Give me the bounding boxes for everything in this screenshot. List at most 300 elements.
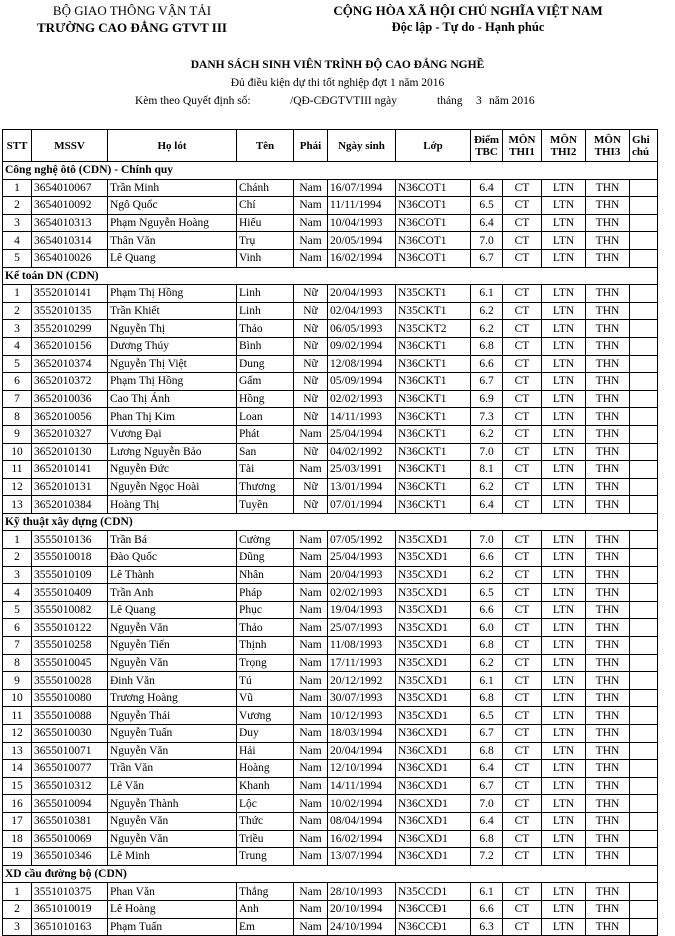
col-ngay-sinh-cell: 25/07/1993: [328, 619, 396, 637]
col-mon-thi3-cell: THN: [586, 760, 630, 778]
col-lop-cell: N36CKT1: [396, 443, 471, 461]
document-title: DANH SÁCH SINH VIÊN TRÌNH ĐỘ CAO ĐẲNG NGHỀ: [190, 59, 485, 71]
col-ho-lot-cell: Lê Văn: [108, 777, 237, 795]
col-lop-cell: N35CKT1: [396, 302, 471, 320]
col-ngay-sinh-cell: 10/02/1994: [328, 795, 396, 813]
col-mon-thi2-header: MÔN THI2: [542, 130, 586, 162]
col-ngay-sinh-cell: 08/04/1994: [328, 812, 396, 830]
col-lop-cell: N35CXD1: [396, 654, 471, 672]
col-mon-thi3-cell: THN: [586, 408, 630, 426]
col-lop-cell: N36CXD1: [396, 848, 471, 866]
col-ten-cell: Trọng: [237, 654, 294, 672]
col-mon-thi1-cell: CT: [503, 900, 542, 918]
col-ten-cell: San: [237, 443, 294, 461]
table-row: [3, 637, 658, 655]
school-name: TRƯỜNG CAO ĐẲNG GTVT III: [37, 20, 227, 35]
col-diem-tbc-cell: 6.1: [471, 883, 503, 901]
col-ghi-chu-cell: [630, 337, 658, 355]
col-phai-cell: Nam: [294, 584, 328, 602]
col-ngay-sinh-cell: 07/05/1992: [328, 531, 396, 549]
col-phai-cell: Nam: [294, 672, 328, 690]
col-ten-cell: Nhân: [237, 566, 294, 584]
col-ho-lot-cell: Nguyễn Văn: [108, 654, 237, 672]
col-ngay-sinh-cell: 04/02/1992: [328, 443, 396, 461]
col-diem-tbc-cell: 6.3: [471, 918, 503, 936]
col-lop-cell: N35CXD1: [396, 619, 471, 637]
col-mssv-cell: 3555010409: [32, 584, 108, 602]
group-title: Kế toán DN (CDN): [3, 267, 658, 285]
col-ngay-sinh-cell: 16/02/1994: [328, 830, 396, 848]
table-row: [3, 355, 658, 373]
group-row: [3, 162, 658, 180]
col-mon-thi1-cell: CT: [503, 777, 542, 795]
col-stt-cell: 8: [3, 408, 32, 426]
table-row: [3, 689, 658, 707]
col-lop-cell: N36COT1: [396, 249, 471, 267]
col-ngay-sinh-cell: 20/12/1992: [328, 672, 396, 690]
col-ho-lot-cell: Phạm Tuấn: [108, 918, 237, 936]
col-mssv-cell: 3654010067: [32, 179, 108, 197]
col-ten-cell: Gấm: [237, 373, 294, 391]
col-diem-tbc-cell: 6.5: [471, 707, 503, 725]
col-phai-cell: Nữ: [294, 496, 328, 514]
col-mon-thi2-cell: LTN: [542, 883, 586, 901]
col-mon-thi2-cell: LTN: [542, 848, 586, 866]
col-mssv-header: MSSV: [32, 130, 108, 162]
col-mon-thi2-cell: LTN: [542, 496, 586, 514]
col-lop-cell: N36CKT1: [396, 478, 471, 496]
col-phai-cell: Nam: [294, 848, 328, 866]
col-mon-thi3-cell: THN: [586, 742, 630, 760]
col-mssv-cell: 3655010077: [32, 760, 108, 778]
col-stt-cell: 12: [3, 478, 32, 496]
col-phai-cell: Nữ: [294, 373, 328, 391]
col-mon-thi3-cell: THN: [586, 302, 630, 320]
col-diem-tbc-cell: 6.2: [471, 425, 503, 443]
col-ho-lot-cell: Lương Nguyễn Bảo: [108, 443, 237, 461]
col-diem-tbc-cell: 6.4: [471, 812, 503, 830]
col-mon-thi1-cell: CT: [503, 337, 542, 355]
col-mon-thi2-cell: LTN: [542, 601, 586, 619]
col-mssv-cell: 3655010030: [32, 725, 108, 743]
col-phai-cell: Nam: [294, 883, 328, 901]
col-ghi-chu-cell: [630, 355, 658, 373]
col-phai-cell: Nam: [294, 214, 328, 232]
col-mon-thi1-cell: CT: [503, 584, 542, 602]
table-row: [3, 566, 658, 584]
group-row: [3, 513, 658, 531]
col-diem-tbc-cell: 6.4: [471, 496, 503, 514]
col-diem-tbc-cell: 8.1: [471, 461, 503, 479]
col-mon-thi2-cell: LTN: [542, 830, 586, 848]
col-mon-thi2-cell: LTN: [542, 900, 586, 918]
col-mon-thi1-cell: CT: [503, 918, 542, 936]
col-ho-lot-cell: Thân Văn: [108, 232, 237, 250]
col-mon-thi3-cell: THN: [586, 900, 630, 918]
col-phai-cell: Nam: [294, 232, 328, 250]
col-mon-thi3-cell: THN: [586, 619, 630, 637]
col-ten-cell: Tài: [237, 461, 294, 479]
table-row: [3, 302, 658, 320]
col-ghi-chu-cell: [630, 637, 658, 655]
col-mon-thi1-cell: CT: [503, 566, 542, 584]
col-ten-cell: Phát: [237, 425, 294, 443]
col-ngay-sinh-cell: 25/04/1993: [328, 549, 396, 567]
col-mssv-cell: 3652010036: [32, 390, 108, 408]
col-ngay-sinh-cell: 14/11/1993: [328, 408, 396, 426]
col-mssv-cell: 3652010156: [32, 337, 108, 355]
col-diem-tbc-cell: 6.6: [471, 900, 503, 918]
col-stt-cell: 7: [3, 637, 32, 655]
col-mssv-cell: 3652010327: [32, 425, 108, 443]
col-stt-cell: 9: [3, 672, 32, 690]
col-lop-cell: N36CCĐ1: [396, 918, 471, 936]
col-mssv-cell: 3555010109: [32, 566, 108, 584]
col-ten-cell: Tú: [237, 672, 294, 690]
col-ngay-sinh-cell: 17/11/1993: [328, 654, 396, 672]
col-mssv-cell: 3655010312: [32, 777, 108, 795]
col-mssv-cell: 3551010375: [32, 883, 108, 901]
col-mon-thi1-cell: CT: [503, 760, 542, 778]
col-lop-cell: N36COT1: [396, 232, 471, 250]
col-ghi-chu-cell: [630, 900, 658, 918]
col-mon-thi2-cell: LTN: [542, 742, 586, 760]
col-mon-thi3-cell: THN: [586, 637, 630, 655]
col-mon-thi3-cell: THN: [586, 337, 630, 355]
col-diem-tbc-cell: 6.2: [471, 302, 503, 320]
col-stt-cell: 19: [3, 848, 32, 866]
col-mon-thi3-cell: THN: [586, 654, 630, 672]
col-lop-cell: N35CKT1: [396, 285, 471, 303]
col-stt-cell: 3: [3, 918, 32, 936]
col-mon-thi2-cell: LTN: [542, 197, 586, 215]
col-diem-tbc-cell: 6.2: [471, 320, 503, 338]
col-stt-cell: 4: [3, 584, 32, 602]
col-ghi-chu-cell: [630, 496, 658, 514]
col-ghi-chu-cell: [630, 566, 658, 584]
col-mon-thi1-cell: CT: [503, 443, 542, 461]
col-mon-thi2-cell: LTN: [542, 672, 586, 690]
col-mon-thi1-cell: CT: [503, 725, 542, 743]
table-row: [3, 373, 658, 391]
col-ten-cell: Dung: [237, 355, 294, 373]
col-ngay-sinh-cell: 18/03/1994: [328, 725, 396, 743]
col-ghi-chu-cell: [630, 672, 658, 690]
col-diem-tbc-cell: 6.8: [471, 742, 503, 760]
table-row: [3, 883, 658, 901]
col-mssv-cell: 3655010094: [32, 795, 108, 813]
col-ngay-sinh-header: Ngày sinh: [328, 130, 396, 162]
col-ghi-chu-cell: [630, 795, 658, 813]
col-mon-thi2-cell: LTN: [542, 478, 586, 496]
col-stt-cell: 13: [3, 742, 32, 760]
col-mon-thi3-cell: THN: [586, 672, 630, 690]
table-row: [3, 496, 658, 514]
col-ten-cell: Linh: [237, 302, 294, 320]
col-diem-tbc-cell: 6.4: [471, 214, 503, 232]
col-stt-cell: 13: [3, 496, 32, 514]
col-ho-lot-cell: Nguyễn Tuấn: [108, 725, 237, 743]
col-ghi-chu-cell: [630, 619, 658, 637]
col-ho-lot-cell: Nguyễn Văn: [108, 619, 237, 637]
col-phai-cell: Nam: [294, 461, 328, 479]
col-ngay-sinh-cell: 10/12/1993: [328, 707, 396, 725]
table-row: [3, 549, 658, 567]
col-ho-lot-cell: Lê Minh: [108, 848, 237, 866]
table-row: [3, 408, 658, 426]
col-ho-lot-cell: Phạm Nguyễn Hoàng: [108, 214, 237, 232]
document-title-block: [0, 58, 675, 91]
col-ngay-sinh-cell: 20/04/1993: [328, 285, 396, 303]
col-ho-lot-cell: Lê Hoàng: [108, 900, 237, 918]
col-mon-thi3-cell: THN: [586, 355, 630, 373]
col-lop-cell: N36CKT1: [396, 355, 471, 373]
col-ten-cell: Thảo: [237, 619, 294, 637]
col-mon-thi3-cell: THN: [586, 443, 630, 461]
col-diem-tbc-cell: 6.2: [471, 478, 503, 496]
col-phai-cell: Nam: [294, 707, 328, 725]
table-row: [3, 584, 658, 602]
table-row: [3, 232, 658, 250]
col-ho-lot-cell: Dương Thúy: [108, 337, 237, 355]
col-ten-cell: Trụ: [237, 232, 294, 250]
col-ho-lot-cell: Lê Quang: [108, 249, 237, 267]
col-diem-tbc-header: Điểm TBC: [471, 130, 503, 162]
col-mon-thi1-cell: CT: [503, 408, 542, 426]
col-stt-cell: 1: [3, 179, 32, 197]
col-stt-cell: 1: [3, 531, 32, 549]
col-ten-cell: Hoàng: [237, 760, 294, 778]
col-ho-lot-cell: Nguyễn Thái: [108, 707, 237, 725]
col-ghi-chu-cell: [630, 214, 658, 232]
col-phai-cell: Nữ: [294, 443, 328, 461]
col-mon-thi1-cell: CT: [503, 601, 542, 619]
col-mon-thi1-cell: CT: [503, 637, 542, 655]
col-mon-thi1-cell: CT: [503, 549, 542, 567]
col-mon-thi2-cell: LTN: [542, 408, 586, 426]
col-mon-thi1-cell: CT: [503, 320, 542, 338]
col-ngay-sinh-cell: 12/10/1994: [328, 760, 396, 778]
col-stt-cell: 5: [3, 249, 32, 267]
col-ghi-chu-cell: [630, 707, 658, 725]
col-mssv-cell: 3655010071: [32, 742, 108, 760]
col-mon-thi2-cell: LTN: [542, 302, 586, 320]
col-lop-cell: N36CKT1: [396, 373, 471, 391]
col-ten-cell: Vương: [237, 707, 294, 725]
col-mssv-cell: 3555010136: [32, 531, 108, 549]
table-row: [3, 760, 658, 778]
col-lop-cell: N36CKT1: [396, 496, 471, 514]
col-lop-cell: N36CKT1: [396, 390, 471, 408]
table-header-row: [3, 130, 658, 162]
col-ngay-sinh-cell: 07/01/1994: [328, 496, 396, 514]
col-mssv-cell: 3655010069: [32, 830, 108, 848]
col-mon-thi1-cell: CT: [503, 302, 542, 320]
table-row: [3, 619, 658, 637]
col-stt-cell: 11: [3, 461, 32, 479]
col-mon-thi3-cell: THN: [586, 179, 630, 197]
col-mssv-cell: 3555010045: [32, 654, 108, 672]
col-stt-cell: 12: [3, 725, 32, 743]
col-lop-cell: N35CXD1: [396, 672, 471, 690]
col-ngay-sinh-cell: 06/05/1993: [328, 320, 396, 338]
group-title: Công nghệ ôtô (CDN) - Chính quy: [3, 162, 658, 180]
col-mssv-cell: 3652010131: [32, 478, 108, 496]
table-row: [3, 812, 658, 830]
col-mssv-cell: 3555010122: [32, 619, 108, 637]
col-mssv-cell: 3654010092: [32, 197, 108, 215]
col-ten-cell: Trung: [237, 848, 294, 866]
col-ngay-sinh-cell: 02/02/1993: [328, 390, 396, 408]
col-ghi-chu-cell: [630, 531, 658, 549]
col-ghi-chu-cell: [630, 461, 658, 479]
col-ho-lot-cell: Đào Quốc: [108, 549, 237, 567]
table-row: [3, 900, 658, 918]
col-stt-cell: 2: [3, 302, 32, 320]
col-diem-tbc-cell: 6.9: [471, 390, 503, 408]
col-ho-lot-cell: Nguyễn Thành: [108, 795, 237, 813]
col-mon-thi1-cell: CT: [503, 425, 542, 443]
col-diem-tbc-cell: 7.0: [471, 795, 503, 813]
col-mon-thi1-cell: CT: [503, 390, 542, 408]
col-phai-cell: Nam: [294, 531, 328, 549]
col-mssv-cell: 3651010019: [32, 900, 108, 918]
col-ngay-sinh-cell: 13/07/1994: [328, 848, 396, 866]
table-row: [3, 795, 658, 813]
col-mon-thi2-cell: LTN: [542, 232, 586, 250]
col-ghi-chu-cell: [630, 848, 658, 866]
col-ghi-chu-cell: [630, 425, 658, 443]
col-ten-header: Tên: [237, 130, 294, 162]
col-mssv-cell: 3654010313: [32, 214, 108, 232]
col-ghi-chu-cell: [630, 478, 658, 496]
col-mon-thi3-cell: THN: [586, 531, 630, 549]
national-motto: Độc lập - Tự do - Hạnh phúc: [391, 20, 545, 34]
table-row: [3, 654, 658, 672]
col-mon-thi3-cell: THN: [586, 478, 630, 496]
col-ten-cell: Thảo: [237, 320, 294, 338]
col-mon-thi3-cell: THN: [586, 496, 630, 514]
col-stt-cell: 1: [3, 285, 32, 303]
col-ho-lot-cell: Trần Bá: [108, 531, 237, 549]
col-mssv-cell: 3655010346: [32, 848, 108, 866]
col-mon-thi1-cell: CT: [503, 232, 542, 250]
col-ghi-chu-cell: [630, 777, 658, 795]
col-ngay-sinh-cell: 20/04/1993: [328, 566, 396, 584]
col-mon-thi3-cell: THN: [586, 373, 630, 391]
col-ghi-chu-cell: [630, 197, 658, 215]
col-ngay-sinh-cell: 20/04/1994: [328, 742, 396, 760]
col-ghi-chu-header: Ghi chú: [630, 130, 658, 162]
col-ngay-sinh-cell: 24/10/1994: [328, 918, 396, 936]
col-mon-thi2-cell: LTN: [542, 214, 586, 232]
col-phai-cell: Nữ: [294, 390, 328, 408]
col-stt-cell: 14: [3, 760, 32, 778]
col-stt-cell: 4: [3, 337, 32, 355]
col-ten-cell: Triều: [237, 830, 294, 848]
table-row: [3, 461, 658, 479]
col-mon-thi3-cell: THN: [586, 601, 630, 619]
col-ho-lot-cell: Trương Hoàng: [108, 689, 237, 707]
col-phai-cell: Nam: [294, 549, 328, 567]
col-lop-cell: N36CCĐ1: [396, 900, 471, 918]
col-mon-thi1-cell: CT: [503, 848, 542, 866]
col-mssv-cell: 3555010088: [32, 707, 108, 725]
col-mssv-cell: 3655010381: [32, 812, 108, 830]
col-diem-tbc-cell: 7.0: [471, 531, 503, 549]
col-ten-cell: Vũ: [237, 689, 294, 707]
col-phai-cell: Nữ: [294, 355, 328, 373]
col-phai-cell: Nam: [294, 777, 328, 795]
col-mssv-cell: 3654010026: [32, 249, 108, 267]
decision-month-word: tháng: [437, 95, 463, 107]
group-row: [3, 865, 658, 883]
col-lop-cell: N36COT1: [396, 214, 471, 232]
col-phai-cell: Nam: [294, 689, 328, 707]
col-ngay-sinh-cell: 20/05/1994: [328, 232, 396, 250]
col-mon-thi2-cell: LTN: [542, 285, 586, 303]
col-ngay-sinh-cell: 14/11/1994: [328, 777, 396, 795]
col-mon-thi2-cell: LTN: [542, 531, 586, 549]
col-mon-thi3-cell: THN: [586, 689, 630, 707]
col-ten-cell: Chí: [237, 197, 294, 215]
col-lop-cell: N35CXD1: [396, 689, 471, 707]
col-stt-cell: 3: [3, 566, 32, 584]
col-ho-lot-cell: Nguyễn Văn: [108, 812, 237, 830]
decision-year: năm 2016: [489, 95, 535, 107]
col-diem-tbc-cell: 6.7: [471, 725, 503, 743]
col-mon-thi2-cell: LTN: [542, 355, 586, 373]
table-row: [3, 390, 658, 408]
col-ngay-sinh-cell: 25/03/1991: [328, 461, 396, 479]
col-ho-lot-cell: Nguyễn Thị: [108, 320, 237, 338]
col-ho-lot-cell: Trần Anh: [108, 584, 237, 602]
col-mon-thi2-cell: LTN: [542, 619, 586, 637]
col-mon-thi3-cell: THN: [586, 214, 630, 232]
col-ghi-chu-cell: [630, 689, 658, 707]
col-lop-cell: N36COT1: [396, 197, 471, 215]
col-mon-thi2-cell: LTN: [542, 584, 586, 602]
col-mssv-cell: 3652010374: [32, 355, 108, 373]
col-ho-lot-cell: Lê Thành: [108, 566, 237, 584]
col-phai-cell: Nam: [294, 637, 328, 655]
col-mon-thi3-cell: THN: [586, 883, 630, 901]
col-mon-thi3-cell: THN: [586, 390, 630, 408]
col-ngay-sinh-cell: 11/11/1994: [328, 197, 396, 215]
col-diem-tbc-cell: 6.1: [471, 672, 503, 690]
col-ten-cell: Cường: [237, 531, 294, 549]
col-stt-cell: 17: [3, 812, 32, 830]
col-mon-thi1-cell: CT: [503, 478, 542, 496]
col-ten-cell: Duy: [237, 725, 294, 743]
col-ghi-chu-cell: [630, 830, 658, 848]
col-ho-lot-cell: Trần Khiết: [108, 302, 237, 320]
col-ten-cell: Bình: [237, 337, 294, 355]
col-mon-thi2-cell: LTN: [542, 777, 586, 795]
col-phai-cell: Nam: [294, 601, 328, 619]
col-mon-thi3-cell: THN: [586, 249, 630, 267]
col-mon-thi1-cell: CT: [503, 689, 542, 707]
col-phai-cell: Nam: [294, 812, 328, 830]
col-ho-lot-cell: Nguyễn Văn: [108, 742, 237, 760]
col-mon-thi1-cell: CT: [503, 883, 542, 901]
table-row: [3, 601, 658, 619]
col-mon-thi1-cell: CT: [503, 373, 542, 391]
col-lop-cell: N36CXD1: [396, 795, 471, 813]
col-stt-cell: 11: [3, 707, 32, 725]
col-stt-cell: 2: [3, 549, 32, 567]
col-ten-cell: Thắng: [237, 883, 294, 901]
